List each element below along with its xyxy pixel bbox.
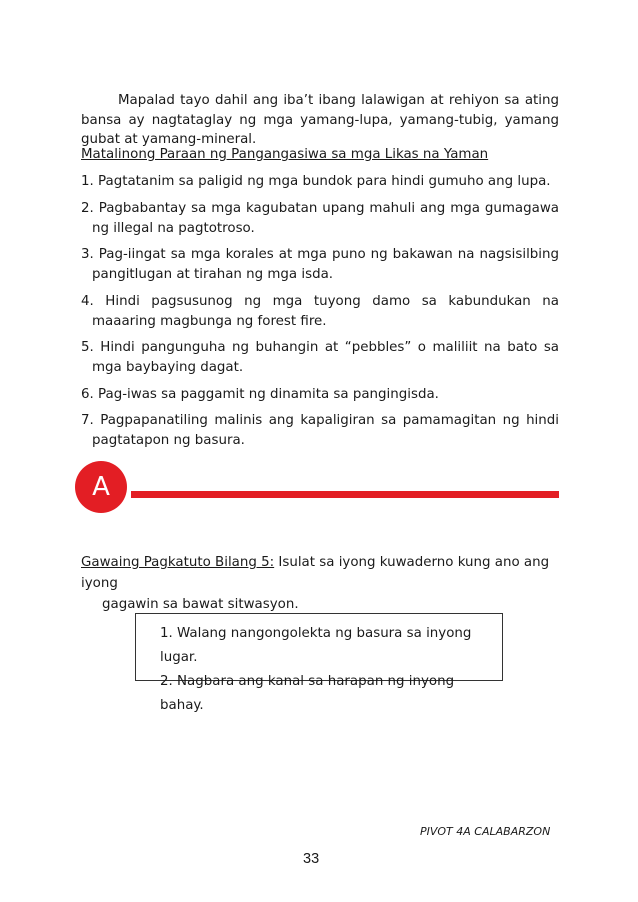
task-text-line1: Isulat sa iyong kuwaderno kung ano ang iyong bbox=[81, 555, 550, 591]
situation-item: 2. Nagbara ang kanal sa harapan ng inyong bahay. bbox=[160, 674, 455, 713]
footer-label: PIVOT 4A CALABARZON bbox=[420, 825, 551, 838]
task-label: Gawaing Pagkatuto Bilang 5: bbox=[81, 555, 275, 570]
methods-list bbox=[81, 172, 559, 458]
section-heading: Matalinong Paraan ng Pangangasiwa sa mga Likas na Yaman bbox=[81, 147, 489, 162]
situations-box bbox=[135, 613, 503, 713]
task-text-line2: gagawin sa bawat sitwasyon. bbox=[102, 597, 299, 612]
list-item: 1. Pagtatanim sa paligid ng mga bundok para hindi gumuho ang lupa. bbox=[81, 174, 551, 189]
list-item: 6. Pag-iwas sa paggamit ng dinamita sa pangingisda. bbox=[81, 386, 439, 402]
section-divider bbox=[131, 491, 559, 498]
page-number: 33 bbox=[303, 851, 320, 867]
intro-paragraph: Mapalad tayo dahil ang iba’t ibang lalawigan at rehiyon sa ating bansa ay nagtataglay ng mga yamang-lupa, yamang-tubig, yamang gubat at yamang-mineral. bbox=[81, 93, 559, 147]
section-marker-badge: A bbox=[75, 461, 127, 513]
list-item: 7. Pagpapanatiling malinis ang kapaligiran sa pamamagitan ng hindi pagtatapon ng basura. bbox=[81, 413, 559, 448]
list-item: 4. Hindi pagsusunog ng mga tuyong damo sa kabundukan na maaaring magbunga ng forest fire. bbox=[81, 293, 559, 329]
list-item: 3. Pag-iingat sa mga korales at mga puno ng bakawan na nagsisilbing pangitlugan at tirahan ng mga isda. bbox=[81, 247, 559, 282]
list-item: 2. Pagbabantay sa mga kagubatan upang mahuli ang mga gumagawa ng illegal na pagtotroso. bbox=[81, 200, 559, 236]
situation-item: 1. Walang nangongolekta ng basura sa inyong lugar. bbox=[160, 626, 472, 665]
list-item: 5. Hindi pangunguha ng buhangin at “pebbles” o maliliit na bato sa mga baybaying dagat. bbox=[81, 340, 559, 375]
task-instruction bbox=[81, 552, 559, 615]
